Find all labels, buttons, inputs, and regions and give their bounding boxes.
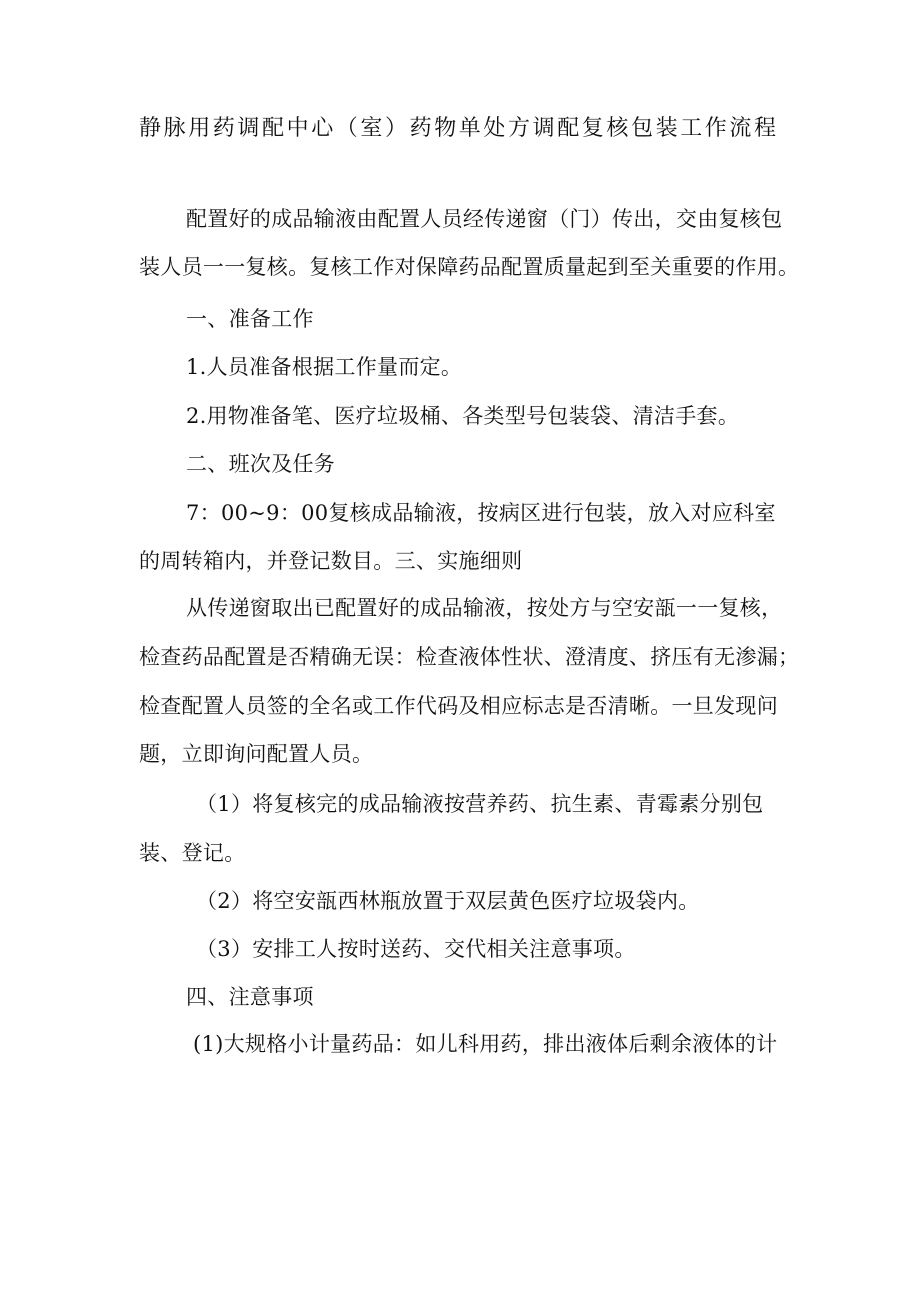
section-heading: 一、准备工作 xyxy=(186,307,314,331)
paragraph-line: 装、登记。 xyxy=(139,841,246,865)
section-heading: 四、注意事项 xyxy=(186,985,314,1009)
paragraph-line: 7：00~9：00复核成品输液，按病区进行包装，放入对应科室 xyxy=(186,501,776,525)
document-title: 静脉用药调配中心（室）药物单处方调配复核包装工作流程 xyxy=(139,116,779,141)
paragraph-line: 从传递窗取出已配置好的成品输液，按处方与空安瓿一一复核， xyxy=(186,596,783,620)
paragraph-line: 检查药品配置是否精确无误：检查液体性状、澄清度、挤压有无渗漏； xyxy=(139,645,800,669)
paragraph-line: 题，立即询问配置人员。 xyxy=(139,742,374,766)
list-item: （2）将空安瓿西林瓶放置于双层黄色医疗垃圾袋内。 xyxy=(196,889,700,913)
list-item: 2.用物准备笔、医疗垃圾桶、各类型号包装袋、清洁手套。 xyxy=(186,404,740,428)
paragraph-line: 的周转箱内，并登记数目。三、实施细则 xyxy=(139,549,523,573)
list-item: 1.人员准备根据工作量而定。 xyxy=(186,355,463,379)
paragraph-line: 配置好的成品输液由配置人员经传递窗（门）传出，交由复核包 xyxy=(186,207,783,231)
list-item: （1）将复核完的成品输液按营养药、抗生素、青霉素分别包 xyxy=(196,792,764,816)
section-heading: 二、班次及任务 xyxy=(186,452,336,476)
paragraph-line: 检查配置人员签的全名或工作代码及相应标志是否清晰。一旦发现问 xyxy=(139,694,778,718)
list-item: （3）安排工人按时送药、交代相关注意事项。 xyxy=(196,937,636,961)
paragraph-line: 装人员一一复核。复核工作对保障药品配置质量起到至关重要的作用。 xyxy=(139,255,800,279)
list-item: (1)大规格小计量药品：如儿科用药，排出液体后剩余液体的计 xyxy=(193,1032,778,1056)
